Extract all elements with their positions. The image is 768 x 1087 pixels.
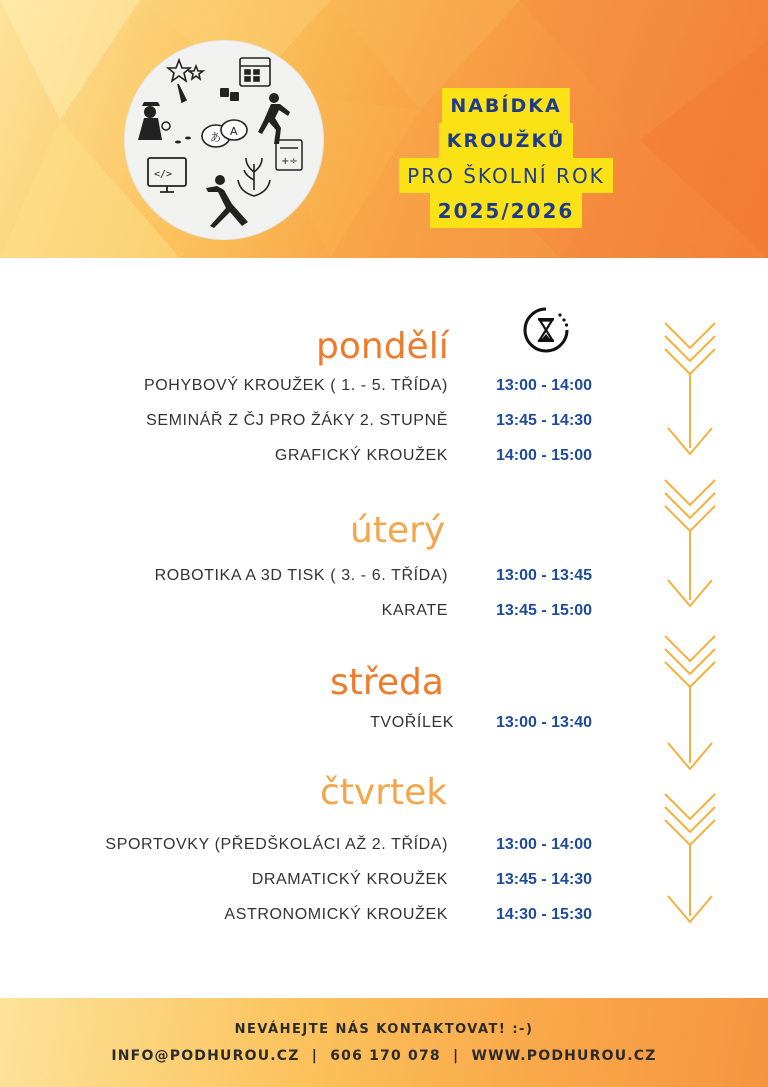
svg-text:+÷: +÷	[281, 156, 298, 167]
activity-name: ASTRONOMICKÝ KROUŽEK	[224, 906, 448, 923]
day-title-wednesday: středa	[330, 662, 444, 703]
title-line-1: NABÍDKA	[442, 88, 569, 123]
header-banner	[0, 0, 768, 258]
day-title-tuesday: úterý	[350, 510, 446, 551]
activity-time: 14:30 - 15:30	[496, 906, 593, 923]
activity-time: 13:45 - 15:00	[496, 602, 593, 619]
detective-icon	[138, 102, 191, 144]
activity-name: KARATE	[381, 602, 448, 619]
activity-time: 13:00 - 13:40	[496, 714, 593, 731]
activity-time: 14:00 - 15:00	[496, 447, 593, 464]
activity-time: 13:00 - 14:00	[496, 377, 593, 394]
day-title-monday: pondělí	[316, 326, 449, 367]
offer-title	[366, 88, 646, 228]
contact-footer	[0, 998, 768, 1087]
svg-text:</>: </>	[154, 169, 173, 180]
activity-time: 13:00 - 14:00	[496, 836, 593, 853]
activity-time: 13:00 - 13:45	[496, 567, 593, 584]
calculator-icon	[276, 140, 302, 170]
activities-icon-circle	[124, 40, 324, 240]
chevron-arrows-icon	[660, 318, 720, 938]
footer-cta: NEVÁHEJTE NÁS KONTAKTOVAT! :-)	[234, 1022, 534, 1037]
activity-name: SPORTOVKY (PŘEDŠKOLÁCI AŽ 2. TŘÍDA)	[105, 836, 448, 853]
creative-stars-icon	[168, 60, 203, 102]
footer-contact-line[interactable]: INFO@PODHUROU.CZ | 606 170 078 | WWW.PODHUROU.CZ	[111, 1048, 657, 1064]
plant-hands-icon	[238, 158, 270, 196]
activity-name: SEMINÁŘ Z ČJ PRO ŽÁKY 2. STUPNĚ	[146, 412, 448, 429]
yoga-icon	[206, 175, 248, 228]
activity-name: TVOŘÍLEK	[370, 714, 454, 731]
activity-name: POHYBOVÝ KROUŽEK ( 1. - 5. TŘÍDA)	[143, 377, 448, 394]
computer-code-icon	[148, 158, 186, 192]
activity-name: DRAMATICKÝ KROUŽEK	[251, 871, 448, 888]
title-line-4: 2025/2026	[430, 193, 583, 228]
title-line-3: PRO ŠKOLNÍ ROK	[399, 158, 613, 193]
hourglass-clock-icon	[522, 306, 570, 354]
activity-name: GRAFICKÝ KROUŽEK	[274, 447, 448, 464]
activity-time: 13:45 - 14:30	[496, 412, 593, 429]
calendar-icon	[240, 58, 270, 86]
runner-icon	[258, 93, 290, 144]
activity-time: 13:45 - 14:30	[496, 871, 593, 888]
title-line-2: KROUŽKŮ	[439, 123, 574, 158]
day-title-thursday: čtvrtek	[320, 772, 448, 813]
svg-text:あ: あ	[210, 131, 221, 144]
svg-text:A: A	[230, 125, 238, 138]
activity-name: ROBOTIKA A 3D TISK ( 3. - 6. TŘÍDA)	[154, 567, 448, 584]
language-bubbles-icon	[202, 120, 247, 147]
dice-icon	[220, 88, 239, 101]
